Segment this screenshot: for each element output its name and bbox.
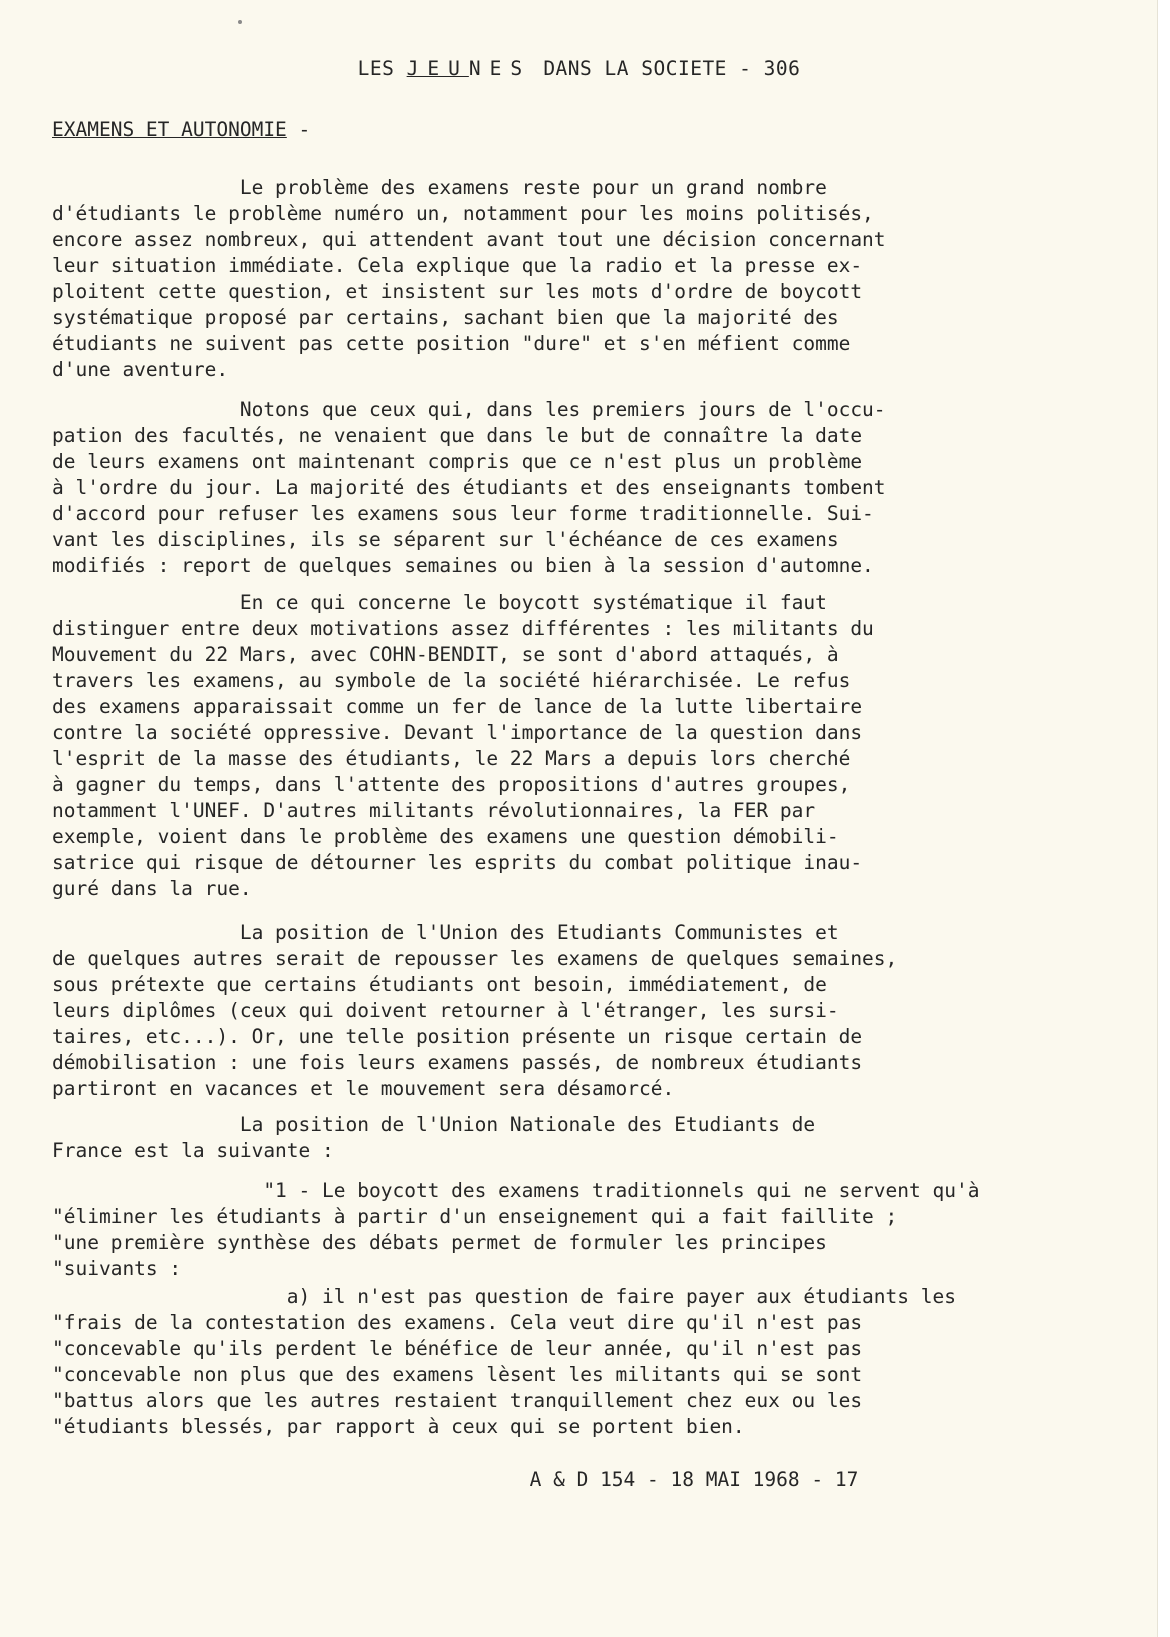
paragraph-5: La position de l'Union Nationale des Etudiants de France est la suivante : xyxy=(52,1113,816,1162)
quotation-point-1: "1 - Le boycott des examens traditionnels qui ne servent qu'à "éliminer les étudiants à partir d'un enseignement qui a fait faillite ; "une première synthèse des débats permet de formuler les principes "suivants : xyxy=(52,1179,980,1280)
paper-speck xyxy=(238,20,242,24)
paragraph-1: Le problème des examens reste pour un grand nombre d'étudiants le problème numéro un, notamment pour les moins politisés, encore assez nombreux, qui attendent avant tout une décision concernant leur situation immédiate. Cela explique que la radio et la presse ex- ploitent cette question, et insistent sur les mots d'ordre de boycott systématique proposé par certains, sachant bien que la majorité des étudiants ne suivent pas cette position "dure" et s'en méfient comme d'une aventure. xyxy=(52,176,886,381)
paragraph-3: En ce qui concerne le boycott systématique il faut distinguer entre deux motivations assez différentes : les militants du Mouvement du 22 Mars, avec COHN-BENDIT, se sont d'abord attaqués, à travers les examens, au symbole de la société hiérarchisée. Le refus des examens apparaissait comme un fer de lance de la lutte libertaire contre la société oppressive. Devant l'importance de la question dans l'esprit de la masse des étudiants, le 22 Mars a depuis lors cherché à gagner du temps, dans l'attente des propositions d'autres groupes, notamment l'UNEF. D'autres militants révolutionnaires, la FER par exemple, voient dans le problème des examens une question démobili- satrice qui risque de détourner les esprits du combat politique inau- guré dans la rue. xyxy=(52,591,874,900)
paragraph-2: Notons que ceux qui, dans les premiers jours de l'occu- pation des facultés, ne venaient que dans le but de connaître la date de leurs examens ont maintenant compris que ce n'est plus un problème à l'ordre du jour. La majorité des étudiants et des enseignants tombent d'accord pour refuser les examens sous leur forme traditionnelle. Sui- vant les disciplines, ils se séparent sur l'échéance de ces examens modifiés : report de quelques semaines ou bien à la session d'automne. xyxy=(52,398,886,577)
header-suffix: DANS LA SOCIETE - 306 xyxy=(531,57,801,80)
header-spaced-word xyxy=(407,57,531,80)
page-footer: A & D 154 - 18 MAI 1968 - 17 xyxy=(529,1468,859,1491)
section-heading xyxy=(52,117,310,143)
quotation-point-a: a) il n'est pas question de faire payer aux étudiants les "frais de la contestation des examens. Cela veut dire qu'il n'est pas "concevable qu'ils perdent le bénéfice de leur année, qu'il n'est pas "concevable non plus que des examens lèsent les militants qui se sont "battus alors que les autres restaient tranquillement chez eux ou les "étudiants blessés, par rapport à ceux qui se portent bien. xyxy=(52,1285,956,1438)
page-header xyxy=(0,56,1158,82)
section-title: EXAMENS ET AUTONOMIE xyxy=(52,118,287,141)
paragraph-4: La position de l'Union des Etudiants Communistes et de quelques autres serait de repousser les examens de quelques semaines, sous prétexte que certains étudiants ont besoin, immédiatement, de leurs diplômes (ceux qui doivent retourner à l'étranger, les sursi- taires, etc...). Or, une telle position présente un risque certain de démobilisation : une fois leurs examens passés, de nombreux étudiants partiront en vacances et le mouvement sera désamorcé. xyxy=(52,921,898,1100)
header-prefix: LES xyxy=(357,57,407,80)
header-spaced-rest: NES xyxy=(468,57,532,80)
section-title-dash: - xyxy=(286,118,311,141)
header-underlined-letters: JEU xyxy=(406,57,469,80)
